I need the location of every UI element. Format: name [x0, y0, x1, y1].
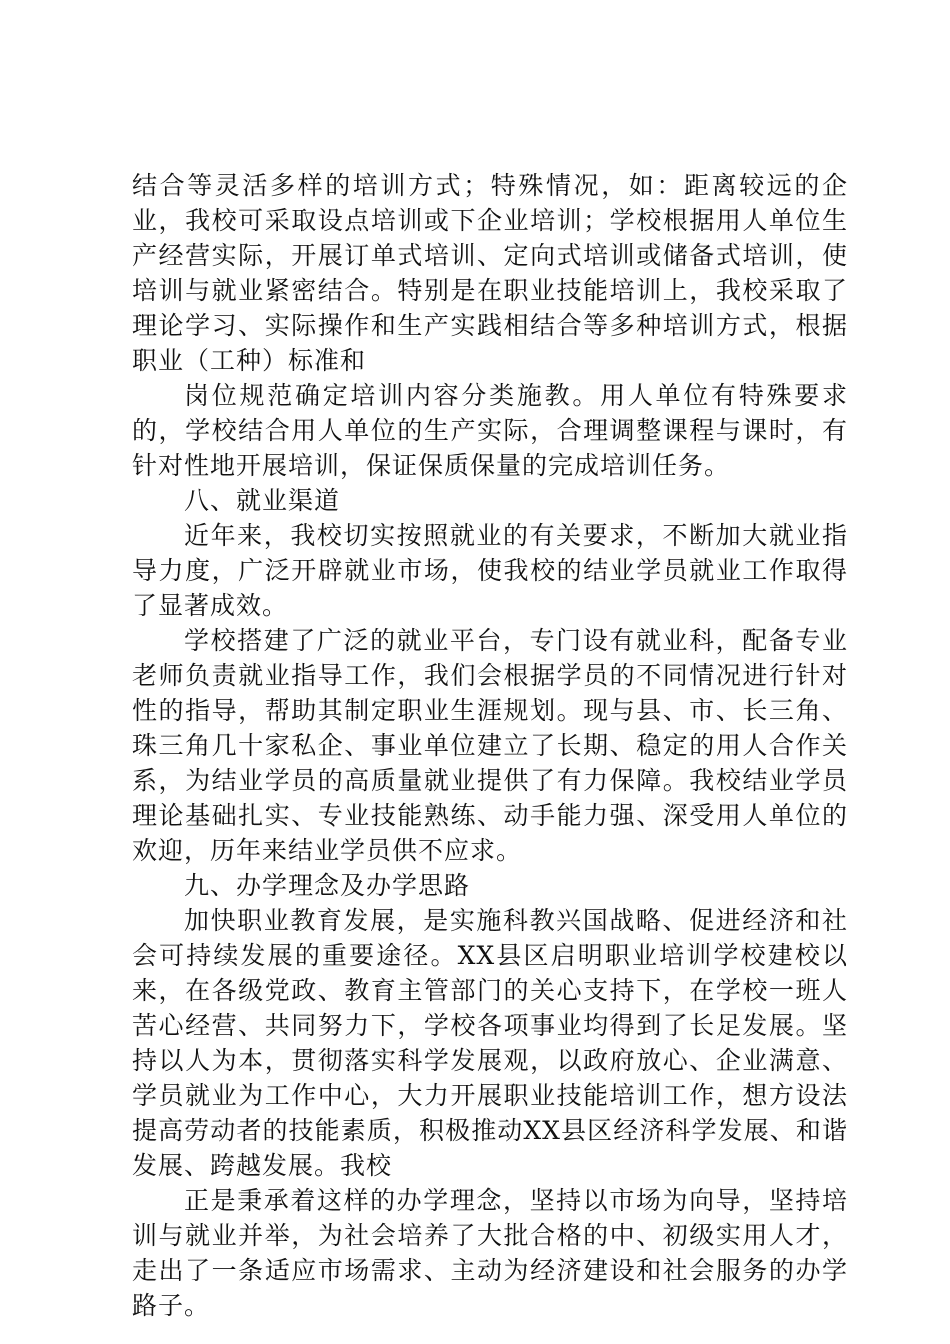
- paragraph-school-mission: 正是秉承着这样的办学理念，坚持以市场为向导，坚持培训与就业并举，为社会培养了大批合格的中、初级实用人才，走出了一条适应市场需求、主动为经济建设和社会服务的办学路子。: [132, 1186, 848, 1320]
- document-body: [132, 168, 848, 1323]
- paragraph-training-methods: 结合等灵活多样的培训方式；特殊情况，如：距离较远的企业，我校可采取设点培训或下企业培训；学校根据用人单位生产经营实际，开展订单式培训、定向式培训或储备式培训，使培训与就业紧密结合。特别是在职业技能培训上，我校采取了理论学习、实际操作和生产实践相结合等多种培训方式，根据职业（工种）标准和: [132, 171, 848, 375]
- paragraph-employment-platform: 学校搭建了广泛的就业平台，专门设有就业科，配备专业老师负责就业指导工作，我们会根据学员的不同情况进行针对性的指导，帮助其制定职业生涯规划。现与县、市、长三角、珠三角几十家私企、事业单位建立了长期、稳定的用人合作关系，为结业学员的高质量就业提供了有力保障。我校结业学员理论基础扎实、专业技能熟练、动手能力强、深受用人单位的欢迎，历年来结业学员供不应求。: [132, 626, 848, 865]
- paragraph-employment-results: 近年来，我校切实按照就业的有关要求，不断加大就业指导力度，广泛开辟就业市场，使我校的结业学员就业工作取得了显著成效。: [132, 521, 848, 620]
- paragraph-vocational-development: 加快职业教育发展，是实施科教兴国战略、促进经济和社会可持续发展的重要途径。XX县区启明职业培训学校建校以来，在各级党政、教育主管部门的关心支持下，在学校一班人苦心经营、共同努力下，学校各项事业均得到了长足发展。坚持以人为本，贯彻落实科学发展观，以政府放心、企业满意、学员就业为工作中心，大力开展职业技能培训工作，想方设法提高劳动者的技能素质，积极推动XX县区经济科学发展、和谐发展、跨越发展。我校: [132, 906, 848, 1180]
- section-heading-employment-channels: 八、就业渠道: [184, 486, 341, 515]
- paragraph-job-standards: 岗位规范确定培训内容分类施教。用人单位有特殊要求的，学校结合用人单位的生产实际，合理调整课程与课时，有针对性地开展培训，保证保质保量的完成培训任务。: [132, 381, 848, 480]
- section-heading-school-philosophy: 九、办学理念及办学思路: [184, 871, 471, 900]
